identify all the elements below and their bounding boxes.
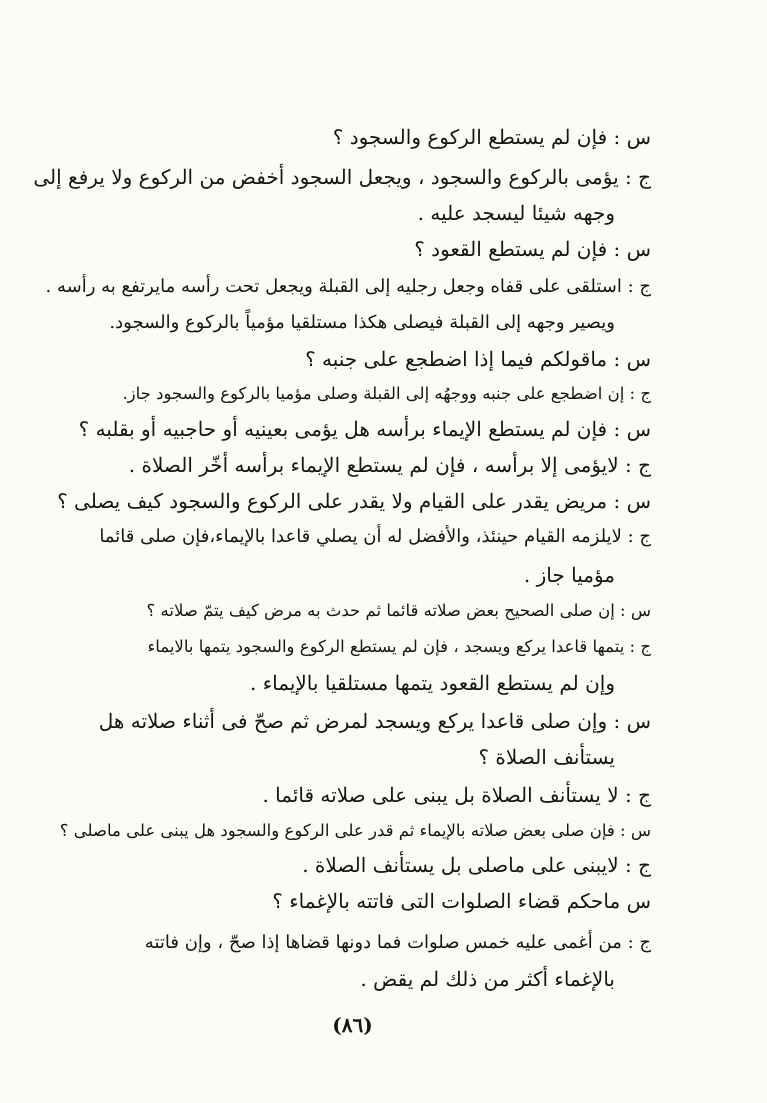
text-line: وإن لم يستطع القعود يتمها مستلقيا بالإيماء . bbox=[250, 671, 615, 695]
text-line: ج : إن اضطجع على جنبه ووجهُه إلى القبلة وصلى مؤميا بالركوع والسجود جاز. bbox=[122, 384, 651, 403]
text-line: مؤميا جاز . bbox=[523, 563, 615, 587]
page-number: (٨٦) bbox=[332, 1013, 373, 1037]
text-line: س : فإن لم يستطع الركوع والسجود ؟ bbox=[332, 125, 651, 149]
text-line: ج : يتمها قاعدا يركع ويسجد ، فإن لم يستطع الركوع والسجود يتمها بالايماء bbox=[147, 637, 651, 656]
text-line: بالإغماء أكثر من ذلك لم يقض . bbox=[360, 967, 615, 991]
text-line: ج : يؤمى بالركوع والسجود ، ويجعل السجود أخفض من الركوع ولا يرفع إلى bbox=[33, 165, 651, 189]
text-line: ج : استلقى على قفاه وجعل رجليه إلى القبلة ويجعل تحت رأسه مايرتفع به رأسه . bbox=[45, 276, 651, 297]
text-line: ج : لايؤمى إلا برأسه ، فإن لم يستطع الإيماء برأسه أخّر الصلاة . bbox=[128, 453, 651, 477]
text-line: ويصير وجهه إلى القبلة فيصلى هكذا مستلقيا مؤمياً بالركوع والسجود. bbox=[109, 312, 615, 333]
text-line: س : فإن صلى بعض صلاته بالإيماء ثم قدر على الركوع والسجود هل يبنى على ماصلى ؟ bbox=[59, 821, 651, 840]
text-line: يستأنف الصلاة ؟ bbox=[478, 745, 615, 769]
text-line: س : فإن لم يستطع القعود ؟ bbox=[414, 237, 651, 261]
text-line: س : وإن صلى قاعدا يركع ويسجد لمرض ثم صحّ فى أثناء صلاته هل bbox=[98, 709, 651, 733]
text-line: س : إن صلى الصحيح بعض صلاته قائما ثم حدث به مرض كيف يتمّ صلاته ؟ bbox=[146, 601, 651, 620]
text-line: ج : لا يستأنف الصلاة بل يبنى على صلاته قائما . bbox=[262, 783, 651, 807]
text-line: س : فإن لم يستطع الإيماء برأسه هل يؤمى بعينيه أو حاجبيه أو بقلبه ؟ bbox=[78, 417, 651, 441]
text-line: س ماحكم قضاء الصلوات التى فاتته بالإغماء ؟ bbox=[272, 889, 651, 913]
text-line: ج : من أغمى عليه خمس صلوات فما دونها قضاها إذا صحّ ، وإن فاتته bbox=[144, 932, 651, 953]
text-line: س : مريض يقدر على القيام ولا يقدر على الركوع والسجود كيف يصلى ؟ bbox=[57, 489, 651, 513]
text-line: وجهه شيئا ليسجد عليه . bbox=[417, 201, 615, 225]
text-line: ج : لايبنى على ماصلى بل يستأنف الصلاة . bbox=[302, 853, 651, 877]
text-line: ج : لايلزمه القيام حينئذ، والأفضل له أن يصلي قاعدا بالإيماء،فإن صلى قائما bbox=[99, 526, 651, 547]
text-line: س : ماقولكم فيما إذا اضطجع على جنبه ؟ bbox=[305, 347, 651, 371]
